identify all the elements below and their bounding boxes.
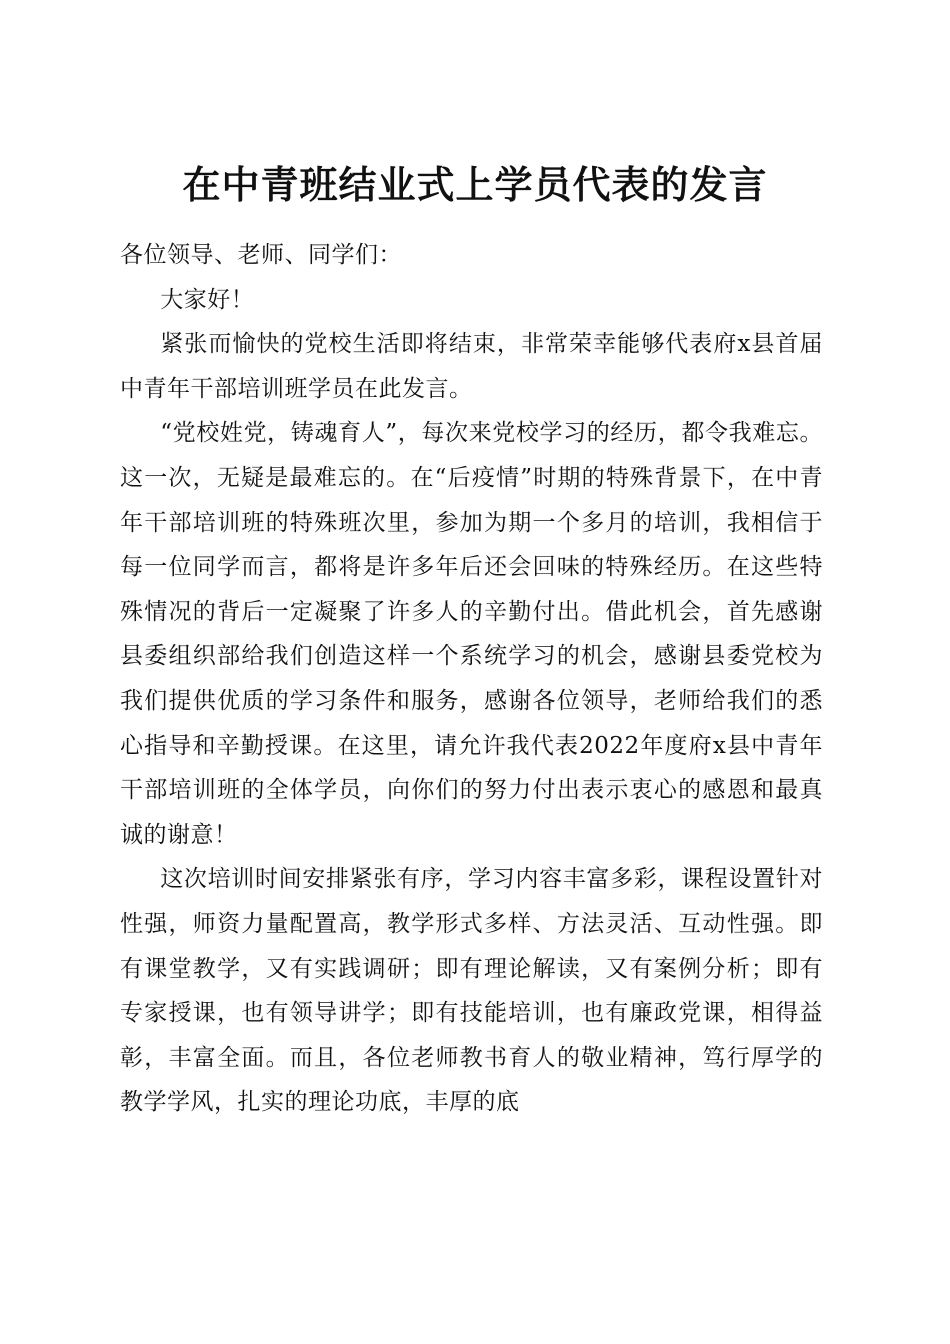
- document-title: 在中青班结业式上学员代表的发言: [182, 162, 768, 208]
- paragraph-1: 紧张而愉快的党校生活即将结束，非常荣幸能够代表府x县首届中青年干部培训班学员在此发言。: [120, 331, 823, 402]
- salutation: 各位领导、老师、同学们：: [120, 242, 402, 268]
- paragraph-3: 这次培训时间安排紧张有序，学习内容丰富多彩，课程设置针对性强，师资力量配置高，教学形式多样、方法灵活、互动性强。即有课堂教学，又有实践调研；即有理论解读，又有案例分析；即有专家授课，也有领导讲学；即有技能培训，也有廉政党课，相得益彰，丰富全面。而且，各位老师教书育人的敬业精神，笃行厚学的教学学风，扎实的理论功底，丰厚的底: [120, 866, 823, 1116]
- paragraph-2: “党校姓党，铸魂育人”，每次来党校学习的经历，都令我难忘。这一次，无疑是最难忘的。在“后疫情”时期的特殊背景下，在中青年干部培训班的特殊班次里，参加为期一个多月的培训，我相信于每一位同学而言，都将是许多年后还会回味的特殊经历。在这些特殊情况的背后一定凝聚了许多人的辛勤付出。借此机会，首先感谢县委组织部给我们创造这样一个系统学习的机会，感谢县委党校为我们提供优质的学习条件和服务，感谢各位领导，老师给我们的悉心指导和辛勤授课。在这里，请允许我代表2022年度府x县中青年干部培训班的全体学员，向你们的努力付出表示衷心的感恩和最真诚的谢意！: [120, 420, 823, 848]
- document-body: [120, 233, 823, 1125]
- greeting: 大家好！: [160, 286, 255, 313]
